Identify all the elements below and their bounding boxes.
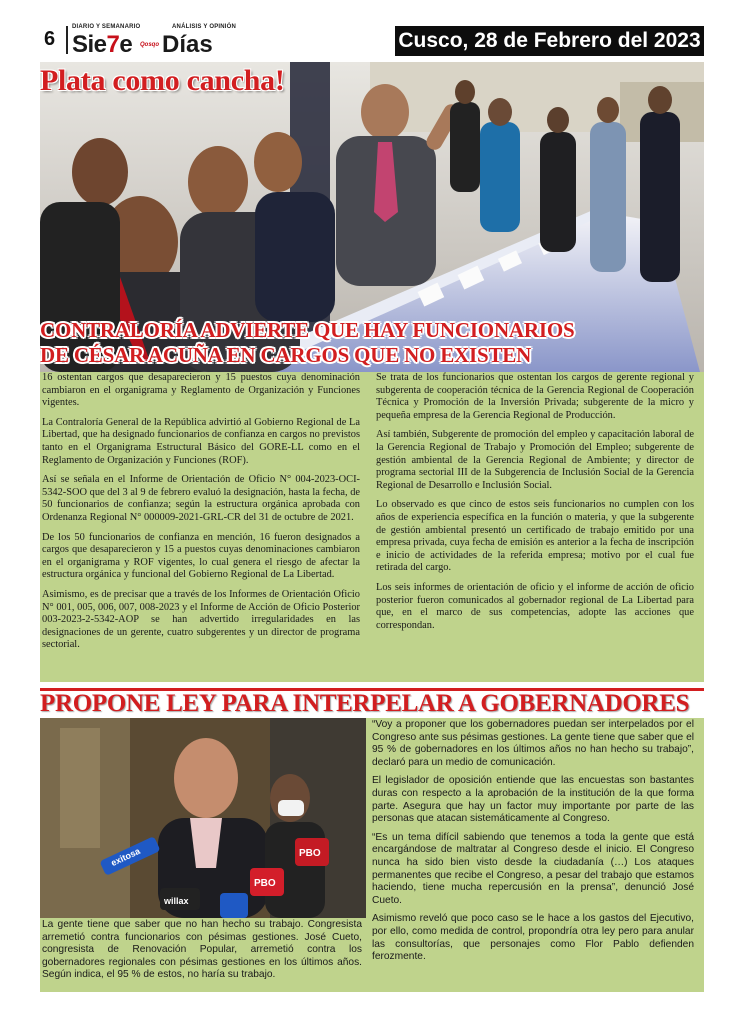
article1-paragraph: Así se señala en el Informe de Orientación de Oficio N° 004-2023-OCI-5342-SOO que del 3 al 9 de febrero evaluó la designación, hasta la fecha, de 50 funcionarios de confianza; según la estructura orgánica aprobada con Ordenanza Regional N° 000009-2021-GRL-CR del 31 de octubre de 2021. — [42, 474, 360, 523]
article1-title-line2: DE CÉSAR ACUÑA EN CARGOS QUE NO EXISTEN — [40, 343, 532, 367]
article1-paragraph: Los seis informes de orientación de oficio y el informe de acción de oficio posterior fueron comunicados al gobernador regional de La Libertad para que, en el marco de sus competencias, adopte las acciones que correspondan. — [376, 581, 694, 631]
logo-part-2: e — [119, 31, 133, 58]
article2-column — [372, 719, 694, 970]
header-divider — [66, 26, 68, 54]
header-tagline-left: DIARIO Y SEMANARIO — [72, 24, 141, 30]
article1-paragraph: 16 ostentan cargos que desaparecieron y 15 puestos cuya denominación cambiaron en el organigrama y Reglamento de Organización y Funciones vigentes. — [42, 372, 360, 409]
mic-label: PBO — [299, 848, 321, 859]
logo-part-3: Días — [162, 31, 213, 58]
article1-kicker: Plata como cancha! — [40, 64, 285, 97]
logo-small-text: Qosqo — [140, 42, 159, 48]
article1-right-column — [376, 372, 694, 639]
mic-label: exitosa — [109, 845, 142, 869]
article1-paragraph: La Contraloría General de la República advirtió al Gobierno Regional de La Libertad, que ha designado funcionarios de confianza en cargos no previstos tanto en el Organigrama Estructural Básico del GORE-LL como en el Reglamento de Organización y Funciones (ROF). — [42, 416, 360, 466]
article2-photo-congressman — [40, 718, 366, 918]
article2-paragraph: Asimismo reveló que poco caso se le hace a los gastos del Ejecutivo, por ello, como medida de control, propondría otra ley pero para anular las consultorías, que personajes como Flor Pablo defienden ferozmente. — [372, 913, 694, 963]
article1-title-line1: CONTRALORÍA ADVIERTE QUE HAY FUNCIONARIOS — [40, 318, 575, 342]
article2-paragraph: El legislador de oposición entiende que las encuestas son bastantes duras con respecto a la aprobación de la institución de la que forma parte. Asegura que hay un factor muy importante por parte de las personas que atacan sistemáticamente al Congreso. — [372, 775, 694, 825]
article1-left-column — [42, 372, 360, 659]
mic-label: willax — [164, 896, 189, 906]
logo-part-1: Sie — [72, 31, 107, 58]
article2-photo-caption: La gente tiene que saber que no han hecho su trabajo. Congresista arremetió contra funcionarios con pésimas gestiones. José Cueto, congresista de Renovación Popular, arremetió contra los gobernadores regionales con pésimas gestiones en los últimos años. Según indica, el 95 % de estos, no haría su trabajo. — [42, 919, 362, 981]
page-number: 6 — [44, 28, 56, 50]
article1-paragraph: De los 50 funcionarios de confianza en mención, 16 fueron designados a cargos que desaparecieron y 15 a puestos cuyas denominaciones cambiaron en el organigrama y ROF vigentes, lo cual genera el riesgo de afectar la estructura orgánica y funcional del Gobierno Regional de La Libertad. — [42, 531, 360, 581]
article2-paragraph: “Voy a proponer que los gobernadores puedan ser interpelados por el Congreso ante sus pésimas gestiones. La gente tiene que saber que el 95 % de gobernadores en los últimos años no han hecho su trabajo”, declaró para un medio de comunicación. — [372, 719, 694, 768]
logo-seven: 7 — [106, 31, 120, 58]
article2-paragraph: “Es un tema difícil sabiendo que tenemos a toda la gente que está encargándose de maltratar al Congreso desde el inicio. El Congreso nunca ha sido bien visto desde la ciudadanía (…) Los ataques permanentes que recibe el Congreso, a pesar del trabajo que estamos haciendo, tiene mucha repercusión en la prensa”, denunció José Cueto. — [372, 831, 694, 906]
logo-wordmark — [72, 31, 132, 59]
article1-paragraph: Lo observado es que cinco de estos seis funcionarios no cumplen con los años de experiencia específica en la función o materia, y que la subgerente de gestión ambiental presentó un certificado de trabajo emitido por una empresa privada, cuya fecha de emisión es anterior a la fecha de inscripción e inicio de actividades de la referida empresa; motivo por el cual fue retirada del cargo. — [376, 499, 694, 574]
article1-paragraph: Se trata de los funcionarios que ostentan los cargos de gerente regional y subgerenta de cooperación técnica de la Gerencia Regional de Cooperación Técnica y Promoción de la Inversión Privada; subgerente de la micro y pequeña empresa de la Gerencia Regional de Producción. — [376, 372, 694, 421]
header-tagline-right: ANÁLISIS Y OPINIÓN — [172, 24, 237, 30]
edition-date: Cusco, 28 de Febrero del 2023 — [395, 26, 704, 56]
article2-title: PROPONE LEY PARA INTERPELAR A GOBERNADORES — [40, 690, 690, 717]
article1-paragraph: Así también, Subgerente de promoción del empleo y capacitación laboral de la Gerencia Regional de Trabajo y Promoción del Empleo; subgerente de gestión ambiental de la Gerencia Regional de Ambiente; y director de programa sectorial III de la Subgerencia de Inclusión Social de la Gerencia Regional de Desarrollo e Inclusión Social. — [376, 429, 694, 491]
mic-label: PBO — [254, 878, 276, 889]
article1-paragraph: Asimismo, es de precisar que a través de los Informes de Orientación Oficio N° 001, 005, 006, 007, 008-2023 y el Informe de Acción de Oficio Posterior 003-2023-2-5342-AOP se han advertido irregularidades en las designaciones de un gerente, cuatro subgerentes y un director de programa sectorial. — [42, 588, 360, 651]
